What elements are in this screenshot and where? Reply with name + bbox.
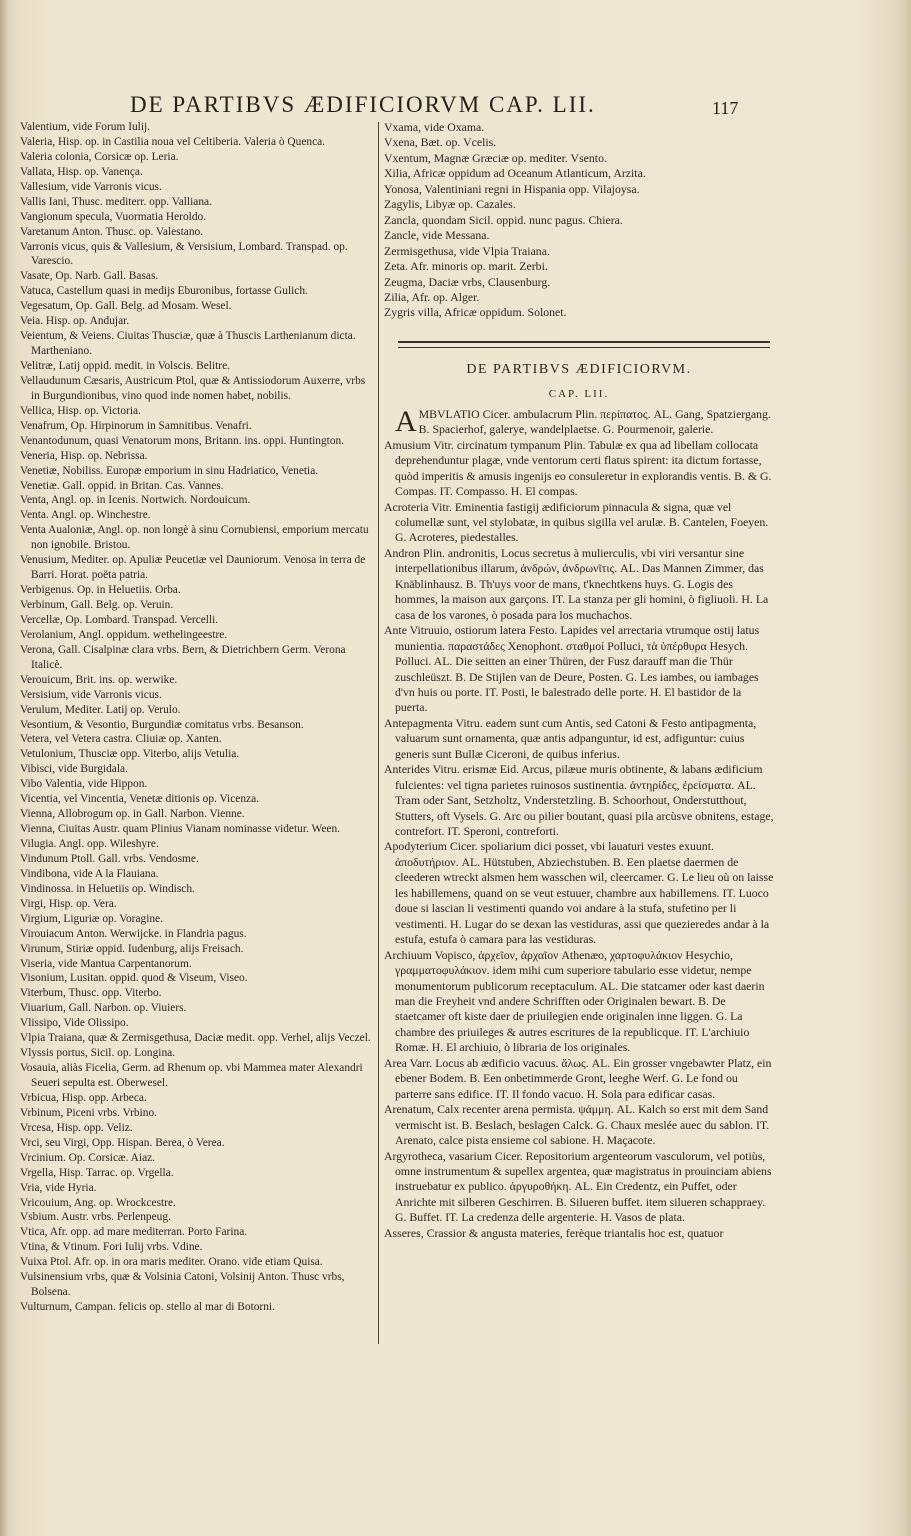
index-entry: [20, 434, 376, 449]
section-title: DE PARTIBVS ÆDIFICIORVM.: [466, 361, 692, 377]
index-entry: [20, 1196, 376, 1211]
entry-text: Vellica, Hisp. op. Victoria.: [20, 404, 141, 417]
index-entry: [20, 927, 376, 942]
left-column: [20, 120, 376, 1315]
index-entry: [20, 747, 376, 762]
index-entry: [20, 1121, 376, 1136]
index-entry: [20, 374, 376, 404]
index-entry: [20, 897, 376, 912]
entry-text: Vibo Valentia, vide Hippon.: [20, 778, 148, 791]
running-head: DE PARTIBVS ÆDIFICIORVM CAP. LII.: [130, 92, 596, 117]
entry-text: Arenatum, Calx recenter arena permista. ψάμμη. AL. Kalch so erst mit dem Sand vermischt ist. B. Beslach, beslagen Calck. G. Chaux meslée auec du sablon. IT. Arenato, calce pista ensieme col sabione. H. Maçacote.: [384, 1102, 770, 1148]
index-entry: [384, 228, 774, 243]
entry-text: Veneria, Hisp. op. Nebrissa.: [20, 449, 148, 462]
index-entry: [20, 957, 376, 972]
entry-text: Verolanium, Angl. oppidum. wethelingeestre.: [20, 628, 228, 641]
index-entry: [20, 598, 376, 613]
entry-text: Vallata, Hisp. op. Vanença.: [20, 165, 143, 178]
entry-text: Viseria, vide Mantua Carpentanorum.: [20, 957, 192, 970]
entry-text: Vrbinum, Piceni vrbs. Vrbino.: [20, 1106, 157, 1119]
entry-text: Vrci, seu Virgi, Opp. Hispan. Berea, ò Verea.: [20, 1136, 225, 1149]
entry-text: Valeria colonia, Corsicæ op. Leria.: [20, 150, 179, 163]
index-entry: [20, 1151, 376, 1166]
entry-text: Vlpia Traiana, quæ & Zermisgethusa, Daciæ medit. opp. Verhel, alijs Veczel.: [20, 1032, 371, 1045]
entry-text: Virunum, Stiriæ oppid. Iudenburg, alijs Freisach.: [20, 942, 244, 955]
entry-text: Xilia, Africæ oppidum ad Oceanum Atlanticum, Arzita.: [384, 166, 646, 181]
entry-text: Visonium, Lusitan. oppid. quod & Viseum, Viseo.: [20, 972, 248, 985]
index-entry: [384, 948, 774, 1056]
entry-text: Anterides Vitru. erismæ Eid. Arcus, pilæue muris obtinente, & labans ædificium fulcientes: vel tigna parietes ruinosos sustinentia. ἀντηρίδες, ἐρείσματα. AL. Tram oder Sant, Setzholtz, Vnderstetzling. B. Schoorhout, Onderstutthout, Stutters, oft Vysels. G. Arc ou pilier boutant, quasi pila arcùsve obnitens, estage, contrefort. IT. Speroni, contreforti.: [384, 762, 774, 839]
entry-text: Acroteria Vitr. Eminentia fastigij ædificiorum pinnacula & signa, quæ vel columellæ sunt, vel stylobatæ, in quibus sigilla vel arulæ. B. Cantelen, Foeyen. G. Acroteres, piedestalles.: [384, 499, 769, 545]
entry-text: Vetera, vel Vetera castra. Cliuiæ op. Xanten.: [20, 733, 222, 746]
entry-text: Vulturnum, Campan. felicis op. stello al mar di Botorni.: [20, 1301, 275, 1314]
entry-text: Veia. Hisp. op. Andujar.: [20, 315, 130, 328]
entry-text: Zeugma, Daciæ vrbs, Clausenburg.: [384, 274, 551, 289]
index-entry: [20, 180, 376, 195]
entry-text: Vtina, & Vtinum. Fori Iulij vrbs. Vdine.: [20, 1241, 203, 1254]
index-entry: [20, 718, 376, 733]
entry-text: Amusium Vitr. circinatum tympanum Plin. Tabulæ ex qua ad libellam collocata deprehenduntur plagæ, vnde ventorum certi flatus spirent: ita dictum fortasse, quòd imperitis & amusis ingenijs eo consuleretur in explorandis ventis. B. & G. Compas. IT. Compasso. H. El compas.: [384, 437, 772, 499]
entry-text: Venantodunum, quasi Venatorum mons, Britann. ins. oppi. Huntington.: [20, 434, 345, 447]
entry-text: Vxama, vide Oxama.: [384, 120, 485, 134]
index-entry: [384, 404, 774, 438]
entry-text: Venusium, Mediter. op. Apuliæ Peucetiæ vel Dauniorum. Venosa in terra de Barri. Horat. poëta patria.: [20, 554, 366, 582]
index-entry: [20, 1136, 376, 1151]
entry-text: Varronis vicus, quis & Vallesium, & Versisium, Lombard. Transpad. op. Varescio.: [20, 240, 348, 268]
index-entry: [20, 195, 376, 210]
entry-text: Vtica, Afr. opp. ad mare mediterran. Porto Farina.: [20, 1226, 248, 1239]
index-entry: [20, 150, 376, 165]
entry-text: Vrbicua, Hisp. opp. Arbeca.: [20, 1091, 147, 1104]
index-entry: [384, 546, 774, 623]
index-entry: [20, 523, 376, 553]
entry-text: Archiuum Vopisco, ἀρχεῖον, ἀρχαῖον Athenæo, χαρτοφυλάκιον Hesychio, γραμματοφυλάκιον. idem mihi cum superiore tabulario esse videtur, nempe monumentorum publicorum receptaculum. AL. Die statcamer oder kast daerin man die Freyheit vnd andere Schrifften oder Originalen bewart. B. De staetcamer oft kiste daer de priuilegien ende originalen inne liggen. G. La chambre des priuileges & autres escritures de la republicque. IT. L'archiuio Romæ. H. El archiuio, ò libraria de los originales.: [384, 947, 765, 1055]
index-entry: [20, 1300, 376, 1315]
entry-text: Vsbium. Austr. vrbs. Perlenpeug.: [20, 1211, 171, 1224]
index-entry: [20, 1255, 376, 1270]
index-entry: [20, 1181, 376, 1196]
entry-text: Vulsinensium vrbs, quæ & Volsinia Catoni, Volsinij Anton. Thusc vrbs, Bolsena.: [20, 1271, 345, 1299]
index-entry: [20, 1106, 376, 1121]
index-entry: [20, 553, 376, 583]
index-entry: [384, 762, 774, 839]
index-entry: [384, 213, 774, 228]
index-entry: [384, 305, 774, 320]
entry-text: Verulum, Mediter. Latij op. Verulo.: [20, 703, 181, 716]
index-entry: [20, 792, 376, 807]
entry-text: Venta Aualoniæ, Angl. op. non longè à sinu Cornubiensi, emporium mercatu non ignobile. Bristou.: [20, 524, 369, 552]
index-entry: [20, 673, 376, 688]
index-entry: [20, 703, 376, 718]
index-entry: [384, 1226, 774, 1241]
entry-text: Vercellæ, Op. Lombard. Transpad. Vercelli.: [20, 613, 219, 626]
index-entry: [20, 464, 376, 479]
index-entry: [384, 716, 774, 762]
right-column-entries: [384, 120, 774, 321]
index-entry: [384, 259, 774, 274]
entry-text: Zygris villa, Africæ oppidum. Solonet.: [384, 305, 567, 320]
entry-text: Virgi, Hisp. op. Vera.: [20, 897, 117, 910]
entry-text: Verouicum, Brit. ins. op. werwike.: [20, 673, 178, 686]
entry-text: Vesontium, & Vesontio, Burgundiæ comitatus vrbs. Besanson.: [20, 718, 304, 731]
index-entry: [20, 1166, 376, 1181]
entry-text: Vuixa Ptol. Afr. op. in ora maris mediter. Orano. vide etiam Quisa.: [20, 1256, 323, 1269]
index-entry: [20, 822, 376, 837]
index-entry: [20, 1016, 376, 1031]
entry-text: Vindunum Ptoll. Gall. vrbs. Vendosme.: [20, 852, 199, 865]
entry-text: Verbigenus. Op. in Heluetiis. Orba.: [20, 584, 181, 597]
index-entry: [20, 583, 376, 598]
index-entry: [20, 299, 376, 314]
index-entry: [20, 165, 376, 180]
entry-text: Asseres, Crassior & angusta materies, ferèque triantalis hoc est, quatuor: [384, 1225, 724, 1240]
index-entry: [20, 449, 376, 464]
index-entry: [384, 135, 774, 150]
entry-text: Valentium, vide Forum Iulij.: [20, 121, 151, 133]
index-entry: [384, 182, 774, 197]
index-entry: [20, 837, 376, 852]
entry-text: Venta, Angl. op. in Icenis. Nortwich. Nordouicum.: [20, 494, 251, 507]
entry-text: Argyrotheca, vasarium Cicer. Repositorium argenteorum vasculorum, vel potiùs, omne instrumentum & supellex argentea, quæ magistratus in prouinciam abiens instruebatur ex publico. ἀργυροθήκη. AL. Ein Credentz, ein Puffet, oder Anrichte mit silberen Geschirren. B. Silueren buffet. item silueren schapprаey. G. Buffet. IT. La credenza delle argenterie. H. Vasos de plata.: [384, 1148, 772, 1225]
index-entry: [20, 1270, 376, 1300]
index-entry: [20, 867, 376, 882]
entry-text: Apodyterium Cicer. spoliarium dici posset, vbi lauaturi vestes exuunt. ἀποδυτήριον. AL. Hütstuben, Abziechstuben. B. Een plaetse daermen de cleederen wtreckt alsmen hem wasschen wil, cleercamer. G. Le lieu où on laisse les habillemens, quand on se veut estuuer, chambre aux habillemens. IT. Luoco doue si lascian li vestimenti quando voi andare à la stufa, stufetino per li vestimenti. H. Lugar do se dexan las vestiduras, assi que quezieredes andar à la estufa, estufa ò camara para las vestiduras.: [384, 839, 774, 947]
entry-text: Zagylis, Libyæ op. Cazales.: [384, 197, 516, 212]
index-entry: [384, 1102, 774, 1148]
index-entry: [20, 284, 376, 299]
entry-text: Venetiæ, Nobiliss. Europæ emporium in sinu Hadriatico, Venetia.: [20, 464, 319, 477]
index-entry: [20, 479, 376, 494]
index-entry: [384, 197, 774, 212]
drop-cap: A: [395, 404, 417, 438]
index-entry: [20, 314, 376, 329]
index-entry: [384, 1056, 774, 1102]
entry-text: Vegesatum, Op. Gall. Belg. ad Mosam. Wesel.: [20, 300, 232, 313]
index-entry: [20, 732, 376, 747]
index-entry: [20, 240, 376, 270]
entry-text: Vlyssis portus, Sicil. op. Longina.: [20, 1047, 176, 1060]
index-entry: [384, 120, 774, 135]
index-entry: [384, 623, 774, 716]
entry-text: Vricouium, Ang. op. Wrockcestre.: [20, 1196, 176, 1209]
entry-text: Valeria, Hisp. op. in Castilia noua vel Celtiberia. Valeria ò Quenca.: [20, 135, 326, 148]
index-entry: [384, 166, 774, 181]
entry-text: Andron Plin. andronitis, Locus secretus à mulierculis, vbi viri versantur sine interpellationibus illarum, ἀνδρών, ἀνδρωνῖτις. AL. Das Mannen Zimmer, das Knäblinhausz. B. Th'uys voor de mans, t'knechtkens huys. G. Logis des hommes, la maison aux garçons. IT. La stanza per gli homini, ò figliuoli. H. La casa de los varones, ò posada para los muchachos.: [384, 545, 769, 622]
bleed-through-margin: [0, 40, 14, 740]
index-entry: [20, 1210, 376, 1225]
index-entry: [20, 986, 376, 1001]
index-entry: [20, 1031, 376, 1046]
index-entry: [20, 225, 376, 240]
entry-text: Zilia, Afr. op. Alger.: [384, 289, 480, 304]
entry-text: Zermisgethusa, vide Vlpia Traiana.: [384, 243, 550, 258]
entry-text: Venetiæ. Gall. oppid. in Britan. Cas. Vannes.: [20, 479, 224, 492]
index-entry: [384, 438, 774, 500]
entry-text: Vrcesa, Hisp. opp. Veliz.: [20, 1121, 133, 1134]
page-number: 117: [712, 98, 739, 118]
entry-text: Vindibona, vide A la Flauiana.: [20, 867, 159, 880]
entry-text: Vangionum specula, Vuormatia Heroldo.: [20, 210, 207, 223]
entry-text: Veientum, & Veiens. Ciuitas Thusciæ, quæ à Thuscis Larthenianum dicta. Martheniano.: [20, 330, 356, 358]
entry-text: Vienna, Ciuitas Austr. quam Plinius Vianam nominasse videtur. Ween.: [20, 823, 340, 836]
entry-text: Varetanum Anton. Thusc. op. Valestano.: [20, 225, 204, 238]
index-entry: [384, 290, 774, 305]
entry-text: Yonosa, Valentiniani regni in Hispania opp. Vilajoysa.: [384, 181, 640, 196]
right-column: [384, 120, 774, 1241]
index-entry: [20, 120, 376, 135]
entry-text: Vria, vide Hyria.: [20, 1181, 97, 1194]
entry-text: Ante Vitruuio, ostiorum latera Festo. Lapides vel arrectaria vtrumque ostij latus munientia. παραστάδες Xenophont. σταθμοί Polluci, τὰ ὑπέρθυρα Hesych. Polluci. AL. Die seitten an einer Thüren, der Fusz darauff man die Thür zuschleüszt. B. De Stijlen van de Deure, Posten. G. Les iambes, ou iambages d'vn huis ou porte. IT. Posti, le balestrado delle porte. H. El bastidor de la puerta.: [384, 623, 760, 715]
section-subtitle: CAP. LII.: [548, 388, 610, 401]
index-entry: [20, 1225, 376, 1240]
entry-text: Zeta. Afr. minoris op. marit. Zerbi.: [384, 259, 548, 274]
index-entry: [20, 1046, 376, 1061]
index-entry: [20, 643, 376, 673]
index-entry: [20, 210, 376, 225]
entry-text: Vallis Iani, Thusc. mediterr. opp. Valliana.: [20, 195, 212, 208]
entry-text: Virouiacum Anton. Werwijcke. in Flandria pagus.: [20, 927, 247, 940]
index-entry: [20, 1001, 376, 1016]
index-entry: [20, 942, 376, 957]
entry-text: Verona, Gall. Cisalpinæ clara vrbs. Bern, & Dietrichbern Germ. Verona Italicè.: [20, 643, 346, 671]
entry-text: Vindinossa. in Heluetiis op. Windisch.: [20, 882, 195, 895]
index-entry: [384, 244, 774, 259]
index-entry: [20, 628, 376, 643]
index-entry: [20, 852, 376, 867]
index-entry: [384, 839, 774, 947]
entry-text: Versisium, vide Varronis vicus.: [20, 688, 162, 701]
entry-text: Antepagmenta Vitru. eadem sunt cum Antis, sed Catoni & Festo antipagmenta, valuarum sunt ornamenta, quæ antis adpanguntur, id est, adfiguntur: cuius generis sunt Bullæ Ciceroni, de quibus inferius.: [384, 715, 757, 761]
index-entry: [20, 493, 376, 508]
index-entry: [384, 1149, 774, 1226]
index-entry: [20, 419, 376, 434]
entry-text: MBVLATIO Cicer. ambulacrum Plin. περίπατος. AL. Gang, Spatziergang. B. Spacierhof, galerye, wandelplaetse. G. Pourmenoir, galerie.: [418, 406, 771, 437]
entry-text: Velitræ, Latij oppid. medit. in Volscis. Belitre.: [20, 360, 230, 372]
entry-text: Vetulonium, Thusciæ opp. Viterbo, alijs Vetulia.: [20, 748, 240, 761]
index-entry: [384, 275, 774, 290]
index-entry: [20, 404, 376, 419]
index-entry: [20, 135, 376, 150]
section-entries: [384, 404, 774, 1241]
entry-text: Vellaudunum Cæsaris, Austricum Ptol, quæ & Antissiodorum Auxerre, vrbs in Burgundionibus, vino quod inde nomen habet, nobilis.: [20, 374, 366, 402]
index-entry: [20, 762, 376, 777]
index-entry: [20, 1091, 376, 1106]
index-entry: [20, 971, 376, 986]
index-entry: [20, 777, 376, 792]
entry-text: Vrcinium. Op. Corsicæ. Aiaz.: [20, 1151, 156, 1164]
index-entry: [20, 613, 376, 628]
index-entry: [20, 269, 376, 284]
entry-text: Area Varr. Locus ab ædificio vacuus. ἅλως. AL. Ein grosser vngebawter Platz, ein ebener Bodem. B. Een onbetimmerde Gront, leeghe Werf. G. Le fond ou parterre sans edifice. IT. Il fondo vacuo. H. Sola para edificar casas.: [384, 1055, 772, 1101]
entry-text: Vatuca, Castellum quasi in medijs Eburonibus, fortasse Gulich.: [20, 285, 308, 298]
index-entry: [20, 807, 376, 822]
index-entry: [384, 151, 774, 166]
entry-text: Verbinum, Gall. Belg. op. Veruin.: [20, 599, 174, 611]
entry-text: Vasate, Op. Narb. Gall. Basas.: [20, 270, 159, 283]
entry-text: Vxena, Bæt. op. Vcelis.: [384, 135, 497, 150]
entry-text: Vallesium, vide Varronis vicus.: [20, 180, 162, 193]
section-rule: [398, 341, 770, 348]
entry-text: Vicentia, vel Vincentia, Venetæ ditionis op. Vicenza.: [20, 793, 259, 806]
index-entry: [20, 1061, 376, 1091]
entry-text: Viterbum, Thusc. opp. Viterbo.: [20, 987, 162, 1000]
entry-text: Vrgella, Hisp. Tarrac. op. Vrgella.: [20, 1166, 174, 1179]
entry-text: Vilugia. Angl. opp. Wileshyre.: [20, 838, 159, 850]
index-entry: [20, 1240, 376, 1255]
entry-text: Vienna, Allobrogum op. in Gall. Narbon. Vienne.: [20, 808, 245, 821]
entry-text: Vxentum, Magnæ Græciæ op. mediter. Vsento.: [384, 150, 607, 165]
index-entry: [20, 508, 376, 523]
entry-text: Viuarium, Gall. Narbon. op. Viuiers.: [20, 1002, 187, 1015]
entry-text: Vibisci, vide Burgidala.: [20, 763, 128, 776]
entry-text: Vosauia, aliàs Ficelia, Germ. ad Rhenum op. vbi Mammeа mater Alexandri Seueri sepulta est. Oberwesel.: [20, 1062, 363, 1089]
entry-text: Zancla, quondam Sicil. oppid. nunc pagus. Chiera.: [384, 212, 623, 227]
entry-text: Zancle, vide Messana.: [384, 228, 490, 243]
entry-text: Vlissipo, Vide Olissipo.: [20, 1017, 129, 1030]
index-entry: [20, 882, 376, 897]
index-entry: [20, 329, 376, 359]
index-entry: [384, 500, 774, 546]
entry-text: Virgium, Liguriæ op. Voragine.: [20, 912, 163, 925]
index-entry: [20, 359, 376, 374]
entry-text: Venafrum, Op. Hirpinorum in Samnitibus. Venafri.: [20, 419, 252, 432]
index-entry: [20, 912, 376, 927]
index-entry: [20, 688, 376, 703]
entry-text: Venta. Angl. op. Winchestre.: [20, 509, 151, 522]
column-divider: [378, 122, 379, 1344]
